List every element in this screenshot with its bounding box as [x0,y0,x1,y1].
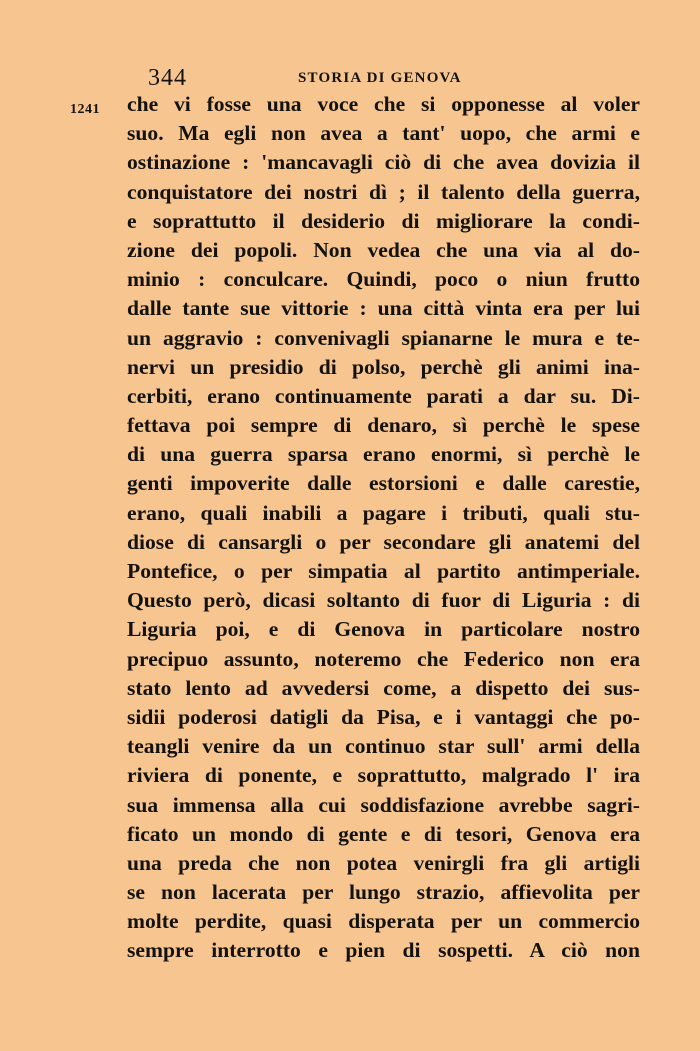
text-line: precipuo assunto, noteremo che Federico non era [127,646,640,671]
text-line: erano, quali inabili a pagare i tributi, quali stu- [127,500,640,525]
text-line: se non lacerata per lungo strazio, affievolita per [127,880,640,905]
body-text [127,90,640,966]
text-line: diose di cansargli o per secondare gli anatemi del [127,529,640,554]
text-line: sempre interrotto e pien di sospetti. A ciò non [127,938,640,963]
text-line: che vi fosse una voce che si opponesse al voler [127,92,640,116]
text-line: conquistatore dei nostri dì ; il talento della guerra, [127,179,640,204]
text-line: dalle tante sue vittorie : una città vinta era per lui [127,296,640,321]
text-line: genti impoverite dalle estorsioni e dalle carestie, [127,471,640,496]
text-line: suo. Ma egli non avea a tant' uopo, che armi e [127,121,640,146]
margin-year: 1241 [70,102,100,117]
text-line: nervi un presidio di polso, perchè gli animi ina- [127,354,640,379]
text-line: ostinazione : 'mancavagli ciò di che avea dovizia il [127,150,640,175]
text-line: teangli venire da un continuo star sull' armi della [127,734,640,759]
page-number: 344 [148,65,187,91]
text-line: di una guerra sparsa erano enormi, sì perchè le [127,442,640,467]
text-line: fettava poi sempre di denaro, sì perchè le spese [127,413,640,438]
text-line: sidii poderosi datigli da Pisa, e i vantaggi che po- [127,704,640,729]
text-line: Liguria poi, e di Genova in particolare nostro [127,617,640,642]
text-line: e soprattutto il desiderio di migliorare la condi- [127,208,640,233]
text-line: minio : conculcare. Quindi, poco o niun frutto [127,267,640,292]
text-line: ficato un mondo di gente e di tesori, Genova era [127,821,640,846]
text-line: riviera di ponente, e soprattutto, malgrado l' ira [127,763,640,788]
text-line: molte perdite, quasi disperata per un commercio [127,909,640,934]
text-line: Questo però, dicasi soltanto di fuor di Liguria : di [127,588,640,613]
text-line: Pontefice, o per simpatia al partito antimperiale. [127,559,640,583]
text-line: un aggravio : convenivagli spianarne le mura e te- [127,325,640,350]
running-head: STORIA DI GENOVA [298,70,462,86]
text-line: zione dei popoli. Non vedea che una via al do- [127,237,640,262]
text-line: stato lento ad avvedersi come, a dispetto dei sus- [127,675,640,700]
text-line: sua immensa alla cui soddisfazione avrebbe sagri- [127,792,640,817]
text-line: una preda che non potea venirgli fra gli artigli [127,850,640,875]
text-line: cerbiti, erano continuamente parati a dar su. Di- [127,383,640,408]
